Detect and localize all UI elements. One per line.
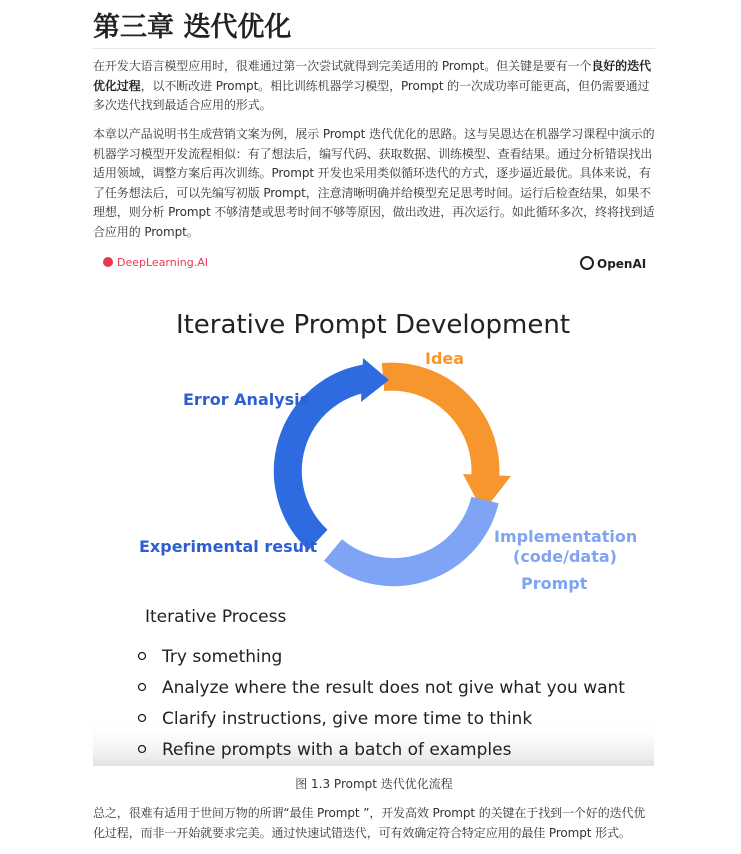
process-item: Clarify instructions, give more time to think bbox=[162, 709, 533, 729]
cycle-arc-light-blue bbox=[333, 500, 485, 572]
figure-caption: 图 1.3 Prompt 迭代优化流程 bbox=[295, 777, 453, 791]
iterative-prompt-figure bbox=[93, 250, 654, 766]
process-item: Analyze where the result does not give what you want bbox=[162, 678, 625, 698]
process-title: Iterative Process bbox=[145, 607, 287, 627]
deeplearning-logo-text: DeepLearning.AI bbox=[117, 256, 209, 269]
figure-heading: Iterative Prompt Development bbox=[175, 310, 571, 340]
label-error-analysis: Error Analysis bbox=[183, 390, 310, 409]
method-paragraph: 本章以产品说明书生成营销文案为例，展示 Prompt 迭代优化的思路。这与吴恩达在机器学习课程中演示的机器学习模型开发流程相似：有了想法后，编写代码、获取数据、训练模型、查看结果。通过分析错误找出适用领域，调整方案后再次训练。Prompt 开发也采用类似循环迭代的方式，逐步逼近最优。具体来说，有了任务想法后，可以先编写初版 Prompt，注意清晰明确并给模型充足思考时间。运行后检查结果，如果不理想，则分析 Prompt 不够清楚或思考时间不够等原因，做出改进，再次运行。如此循环多次，终将找到适合应用的 Prompt。 bbox=[93, 127, 655, 239]
intro-text-2: ，以不断改进 Prompt。相比训练机器学习模型，Prompt 的一次成功率可能更高，但仍需要通过多次迭代找到最适合应用的形式。 bbox=[93, 78, 650, 113]
process-item: Try something bbox=[162, 647, 283, 667]
bullet-icon bbox=[139, 653, 146, 660]
page-title: 第三章 迭代优化 bbox=[93, 8, 655, 49]
deeplearning-logo bbox=[103, 256, 208, 269]
openai-logo-text: OpenAI bbox=[597, 257, 647, 271]
openai-logo-icon bbox=[581, 257, 593, 269]
label-idea: Idea bbox=[425, 349, 465, 368]
intro-bold: 良好的迭代优化过程 bbox=[93, 59, 651, 93]
deeplearning-logo-icon bbox=[103, 257, 113, 267]
intro-paragraph bbox=[93, 57, 655, 116]
label-prompt: Prompt bbox=[521, 574, 588, 593]
label-code-data: (code/data) bbox=[513, 547, 617, 566]
bullet-icon bbox=[139, 684, 146, 691]
summary-paragraph: 总之，很难有适用于世间万物的所谓“最佳 Prompt ”，开发高效 Prompt 的关键在于找到一个好的迭代优化过程，而非一开始就要求完美。通过快速试错迭代，可有效确定符合特定应用的最佳 Prompt 形式。 bbox=[93, 806, 646, 840]
process-item: Refine prompts with a batch of examples bbox=[162, 740, 512, 760]
openai-logo bbox=[581, 257, 646, 271]
label-implementation: Implementation bbox=[494, 527, 638, 546]
cycle-diagram bbox=[288, 358, 511, 572]
intro-text: 在开发大语言模型应用时，很难通过第一次尝试就得到完美适用的 Prompt。但关键是要有一个 bbox=[93, 59, 592, 73]
cycle-arc-orange bbox=[383, 377, 485, 480]
label-experimental-result: Experimental result bbox=[139, 537, 318, 556]
